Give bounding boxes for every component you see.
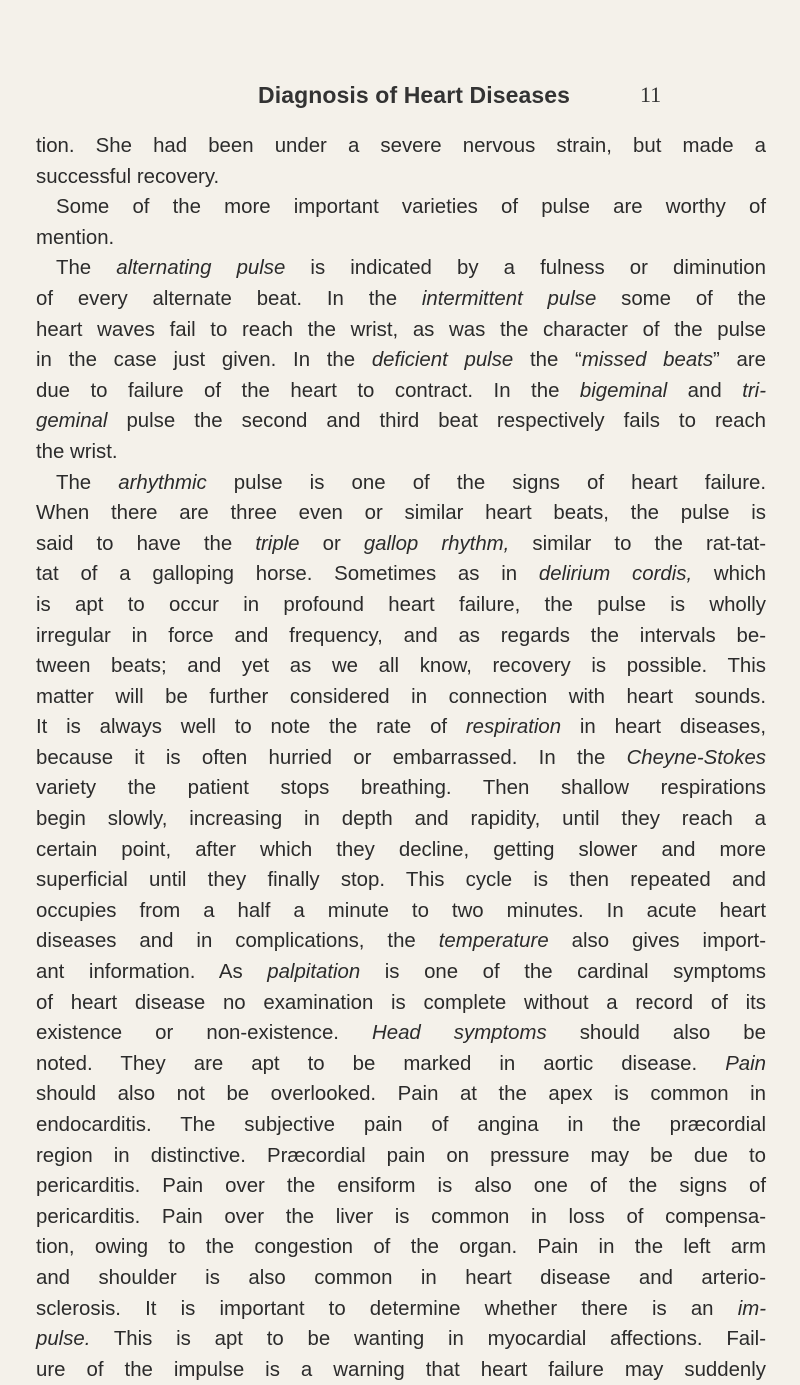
text-run: is indicated by a fulness or diminution	[285, 257, 766, 280]
text-run: ant information. As	[36, 961, 268, 984]
text-run: pulse is one of the signs of heart failure.	[206, 471, 766, 494]
text-run: in the case just given. In the	[36, 349, 372, 372]
body-text	[0, 131, 800, 1385]
text-run: due to failure of the heart to contract. In the	[36, 379, 580, 402]
text-run: occupies from a half a minute to two minutes. In acute heart	[36, 899, 766, 922]
text-line	[36, 621, 766, 652]
italic-term: tri-	[742, 379, 766, 402]
italic-term: arhythmic	[118, 471, 207, 494]
text-run: successful recovery.	[36, 165, 220, 188]
italic-term: Head symptoms	[372, 1022, 547, 1045]
text-run: Some of the more important varieties of pulse are worthy of	[56, 196, 766, 219]
text-line	[36, 1049, 766, 1080]
text-line	[36, 559, 766, 590]
italic-term: gallop rhythm,	[363, 532, 510, 555]
text-run: and shoulder is also common in heart disease and arterio-	[36, 1266, 766, 1289]
text-line	[36, 896, 766, 927]
text-run: sclerosis. It is important to determine whether there is an	[36, 1297, 738, 1320]
text-run: and	[667, 379, 743, 402]
italic-term: missed beats	[581, 349, 714, 372]
text-line	[36, 804, 766, 835]
text-run: tion. She had been under a severe nervous strain, but made a	[36, 135, 766, 157]
page-number: 11	[640, 82, 662, 107]
text-line	[36, 131, 766, 162]
text-line	[36, 1232, 766, 1263]
italic-term: temperature	[438, 930, 549, 953]
text-line	[36, 376, 766, 407]
text-run: pericarditis. Pain over the liver is common in loss of compensa-	[36, 1205, 766, 1228]
text-line	[36, 1141, 766, 1172]
running-title: Diagnosis of Heart Diseases	[258, 82, 571, 108]
text-run: region in distinctive. Præcordial pain on pressure may be due to	[36, 1144, 766, 1167]
italic-term: pulse.	[36, 1328, 91, 1351]
text-run: of every alternate beat. In the	[36, 287, 422, 310]
text-run: is one of the cardinal symptoms	[360, 961, 767, 984]
text-run: begin slowly, increasing in depth and rapidity, until they reach a	[36, 808, 766, 831]
text-line	[36, 988, 766, 1019]
text-line	[36, 315, 766, 346]
text-run: diseases and in complications, the	[36, 930, 439, 953]
text-line	[36, 957, 766, 988]
text-run: of heart disease no examination is complete without a record of its	[36, 991, 766, 1014]
text-run: should also be	[546, 1022, 766, 1045]
text-run: tat of a galloping horse. Sometimes as in	[36, 563, 539, 586]
text-line	[36, 1294, 766, 1325]
text-line	[36, 284, 766, 315]
text-run: pulse the second and third beat respectively fails to reach	[107, 410, 766, 433]
text-line	[56, 468, 766, 499]
text-line	[56, 253, 766, 284]
text-run: which	[692, 563, 767, 586]
text-run: the wrist.	[36, 440, 118, 463]
text-run: existence or non-existence.	[36, 1022, 373, 1045]
text-run: When there are three even or similar heart beats, the pulse is	[36, 502, 766, 525]
italic-term: geminal	[36, 410, 108, 433]
text-run: said to have the	[36, 532, 256, 555]
text-run: should also not be overlooked. Pain at the apex is common in	[36, 1083, 766, 1106]
italic-term: respiration	[465, 716, 562, 739]
text-line	[36, 743, 766, 774]
text-line	[36, 1018, 766, 1049]
text-line	[36, 590, 766, 621]
italic-term: bigeminal	[579, 379, 668, 402]
text-line	[36, 529, 766, 560]
text-run: mention.	[36, 226, 115, 249]
text-run: the “	[513, 349, 582, 372]
italic-term: palpitation	[267, 961, 361, 984]
text-line	[36, 162, 766, 193]
text-line	[36, 437, 766, 468]
text-run: noted. They are apt to be marked in aortic disease.	[36, 1052, 726, 1075]
text-line	[36, 406, 766, 437]
text-run: some of the	[596, 287, 766, 310]
text-run: tween beats; and yet as we all know, recovery is possible. This	[36, 655, 766, 678]
text-run: endocarditis. The subjective pain of angina in the præcordial	[36, 1114, 766, 1136]
text-line	[36, 1324, 766, 1355]
text-line	[36, 1110, 766, 1141]
italic-term: alternating pulse	[116, 257, 286, 280]
text-run: The	[56, 471, 119, 494]
text-run: This is apt to be wanting in myocardial affections. Fail-	[90, 1328, 766, 1351]
text-run: because it is often hurried or embarrassed. In the	[36, 746, 627, 769]
text-run: also gives import-	[548, 930, 767, 953]
text-line	[36, 773, 766, 804]
text-run: or	[299, 532, 364, 555]
text-run: in heart diseases,	[561, 716, 766, 739]
text-line	[36, 223, 766, 254]
italic-term: delirium cordis,	[538, 563, 693, 586]
italic-term: im-	[737, 1297, 766, 1320]
text-run: heart waves fail to reach the wrist, as was the character of the pulse	[36, 318, 766, 341]
text-run: tion, owing to the congestion of the organ. Pain in the left arm	[36, 1236, 766, 1259]
text-run: variety the patient stops breathing. Then shallow respirations	[36, 777, 766, 800]
text-run: superficial until they finally stop. This cycle is then repeated and	[36, 869, 766, 892]
text-run: matter will be further considered in connection with heart sounds.	[36, 685, 766, 708]
italic-term: intermittent pulse	[421, 287, 597, 310]
text-run: ure of the impulse is a warning that heart failure may suddenly	[36, 1358, 766, 1381]
italic-term: deficient pulse	[371, 349, 514, 372]
text-run: ” are	[713, 349, 767, 372]
text-line	[36, 1202, 766, 1233]
text-line	[36, 1355, 766, 1385]
text-line	[56, 192, 766, 223]
text-line	[36, 682, 766, 713]
page-header	[0, 82, 800, 118]
text-line	[36, 651, 766, 682]
text-run: certain point, after which they decline, getting slower and more	[36, 838, 766, 861]
text-line	[36, 345, 766, 376]
italic-term: triple	[255, 532, 300, 555]
text-line	[36, 1171, 766, 1202]
text-line	[36, 835, 766, 866]
text-line	[36, 1263, 766, 1294]
text-line	[36, 865, 766, 896]
text-run: irregular in force and frequency, and as regards the intervals be-	[36, 624, 766, 647]
text-run: The	[56, 257, 117, 280]
text-run: It is always well to note the rate of	[36, 716, 466, 739]
text-line	[36, 498, 766, 529]
text-line	[36, 926, 766, 957]
text-run: is apt to occur in profound heart failure, the pulse is wholly	[36, 593, 766, 616]
text-line	[36, 712, 766, 743]
italic-term: Pain	[725, 1052, 766, 1075]
italic-term: Cheyne-Stokes	[626, 746, 766, 769]
text-run: similar to the rat-tat-	[509, 532, 766, 555]
text-line	[36, 1079, 766, 1110]
text-run: pericarditis. Pain over the ensiform is also one of the signs of	[36, 1175, 766, 1198]
